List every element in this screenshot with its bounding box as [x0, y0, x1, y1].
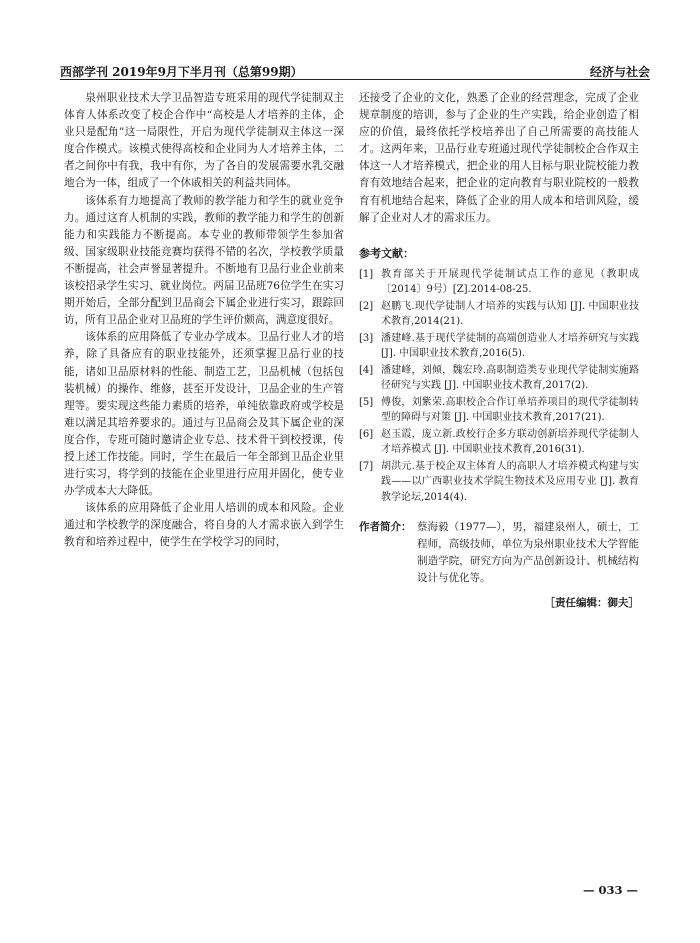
right-column [359, 90, 639, 610]
reference-number: [2] [359, 300, 374, 312]
paragraph: 该体系有力地提高了教师的教学能力和学生的就业竞争力。通过这育人机制的实践，教师的教学能力和学生的创新能力和实践能力不断提高。本专业的教师带领学生参加省级、国家级职业技能竞赛均获得不错的名次，学校教学质量不断提高，社会声誉显著提升。不断地有卫品行业企业前来该校招录学生实习、就业岗位。两届卫品班76位学生在实习期开始后，全部分配到卫品商会下属企业进行实习，跟踪回访，所有卫品企业对卫品班的学生评价颇高，满意度很好。 [64, 194, 344, 327]
reference-text: 潘建峰.基于现代学徒制的高端创造业人才培养研究与实践 [J]. 中国职业技术教育,2016(5). [381, 332, 639, 360]
author-bio [359, 519, 639, 587]
paragraph: 泉州职业技术大学卫品智造专班采用的现代学徒制双主体育人体系改变了校企合作中“高校是人才培养的主体，企业只是配角”这一局限性，开启为现代学徒制双主体这一深度合作模式。该模式使得高校和企业同为人才培养主体，二者之间你中有我，我中有你，为了各自的发展需要水乳交融地合为一体，组成了一个休戚相关的利益共同体。 [64, 92, 344, 190]
responsible-editor: ［责任编辑：御夫］ [544, 597, 639, 610]
reference-text: 胡洪元.基于校企双主体育人的高职人才培养模式构建与实践——以广西职业技术学院生物技术及应用专业 [J]. 教育教学论坛,2014(4). [381, 460, 639, 503]
reference-item [359, 459, 639, 506]
reference-text: 教育部关于开展现代学徒制试点工作的意见（教职成〔2014〕9号）[Z].2014-08-25. [381, 268, 639, 296]
journal-title: 西部学刊 2019年9月下半月刊（总第99期） [60, 65, 303, 79]
left-column [64, 90, 344, 552]
reference-number: [6] [359, 428, 374, 440]
reference-number: [1] [359, 268, 374, 280]
reference-item [359, 427, 639, 458]
reference-number: [3] [359, 332, 374, 344]
header-divider [60, 79, 650, 80]
references-heading: 参考文献： [359, 246, 414, 260]
author-bio-text: 蔡海毅（1977—），男，福建泉州人，硕士，工程师，高级技师，单位为泉州职业技术大学智能制造学院，研究方向为产品创新设计、机械结构设计与优化等。 [417, 521, 639, 585]
author-bio-label: 作者简介： [359, 521, 412, 534]
reference-item [359, 331, 639, 362]
section-title: 经济与社会 [589, 65, 650, 79]
reference-number: [4] [359, 364, 374, 376]
reference-item [359, 395, 639, 426]
reference-item [359, 363, 639, 394]
paragraph: 还接受了企业的文化，熟悉了企业的经营理念，完成了企业规章制度的培训，参与了企业的生产实践，给企业创造了相应的价值，最终依托学校培养出了自己所需要的高技能人才。这两年来，卫品行业专班通过现代学徒制校企合作双主体这一人才培养模式，把企业的用人目标与职业院校能力教育有效地结合起来，把企业的定向教育与职业院校的一般教育有机地结合起来，降低了企业的用人成本和培训风险，缓解了企业对人才的需求压力。 [359, 92, 639, 224]
reference-number: [5] [359, 396, 374, 408]
reference-item [359, 267, 639, 298]
paragraph: 该体系的应用降低了专业办学成本。卫品行业人才的培养，除了具备应有的职业技能外，还须掌握卫品行业的技能，诸如卫品原材料的性能、制造工艺，卫品机械（包括包装机械）的操作、维修，甚至开发设计，卫品企业的生产管理等。要实现这些能力素质的培养，单纯依靠政府或学校是难以满足其培养要求的。通过与卫品商会及其下属企业的深度合作，专班可随时邀请企业专总、技术骨干到校授课，传授上述工作技能。同时，学生在最后一年全部到卫品企业里进行实习，将学到的技能在企业里进行应用并固化，使专业办学成本大大降低。 [64, 331, 344, 498]
reference-text: 赵鹏飞.现代学徒制人才培养的实践与认知 [J]. 中国职业技术教育,2014(21). [381, 300, 639, 328]
reference-text: 赵玉霞，庞立新.政校行企多方联动创新培养现代学徒制人才培养模式 [J]. 中国职业技术教育,2016(31). [381, 428, 639, 456]
reference-text: 傅俊，刘紫荣.高职校企合作订单培养项目的现代学徒制转型的障碍与对策 [J]. 中国职业技术教育,2017(21). [381, 396, 639, 424]
page-number: — 033 — [582, 883, 638, 897]
paragraph: 该体系的应用降低了企业用人培训的成本和风险。企业通过和学校教学的深度融合，将自身的人才需求嵌入到学生教育和培养过程中，使学生在学校学习的同时， [64, 502, 344, 549]
reference-item [359, 299, 639, 330]
reference-text: 潘建峰，刘倾，魏宏玲.高职制造类专业现代学徒制实施路径研究与实践 [J]. 中国职业技术教育,2017(2). [381, 364, 639, 392]
references-list [359, 267, 639, 506]
reference-number: [7] [359, 460, 374, 472]
